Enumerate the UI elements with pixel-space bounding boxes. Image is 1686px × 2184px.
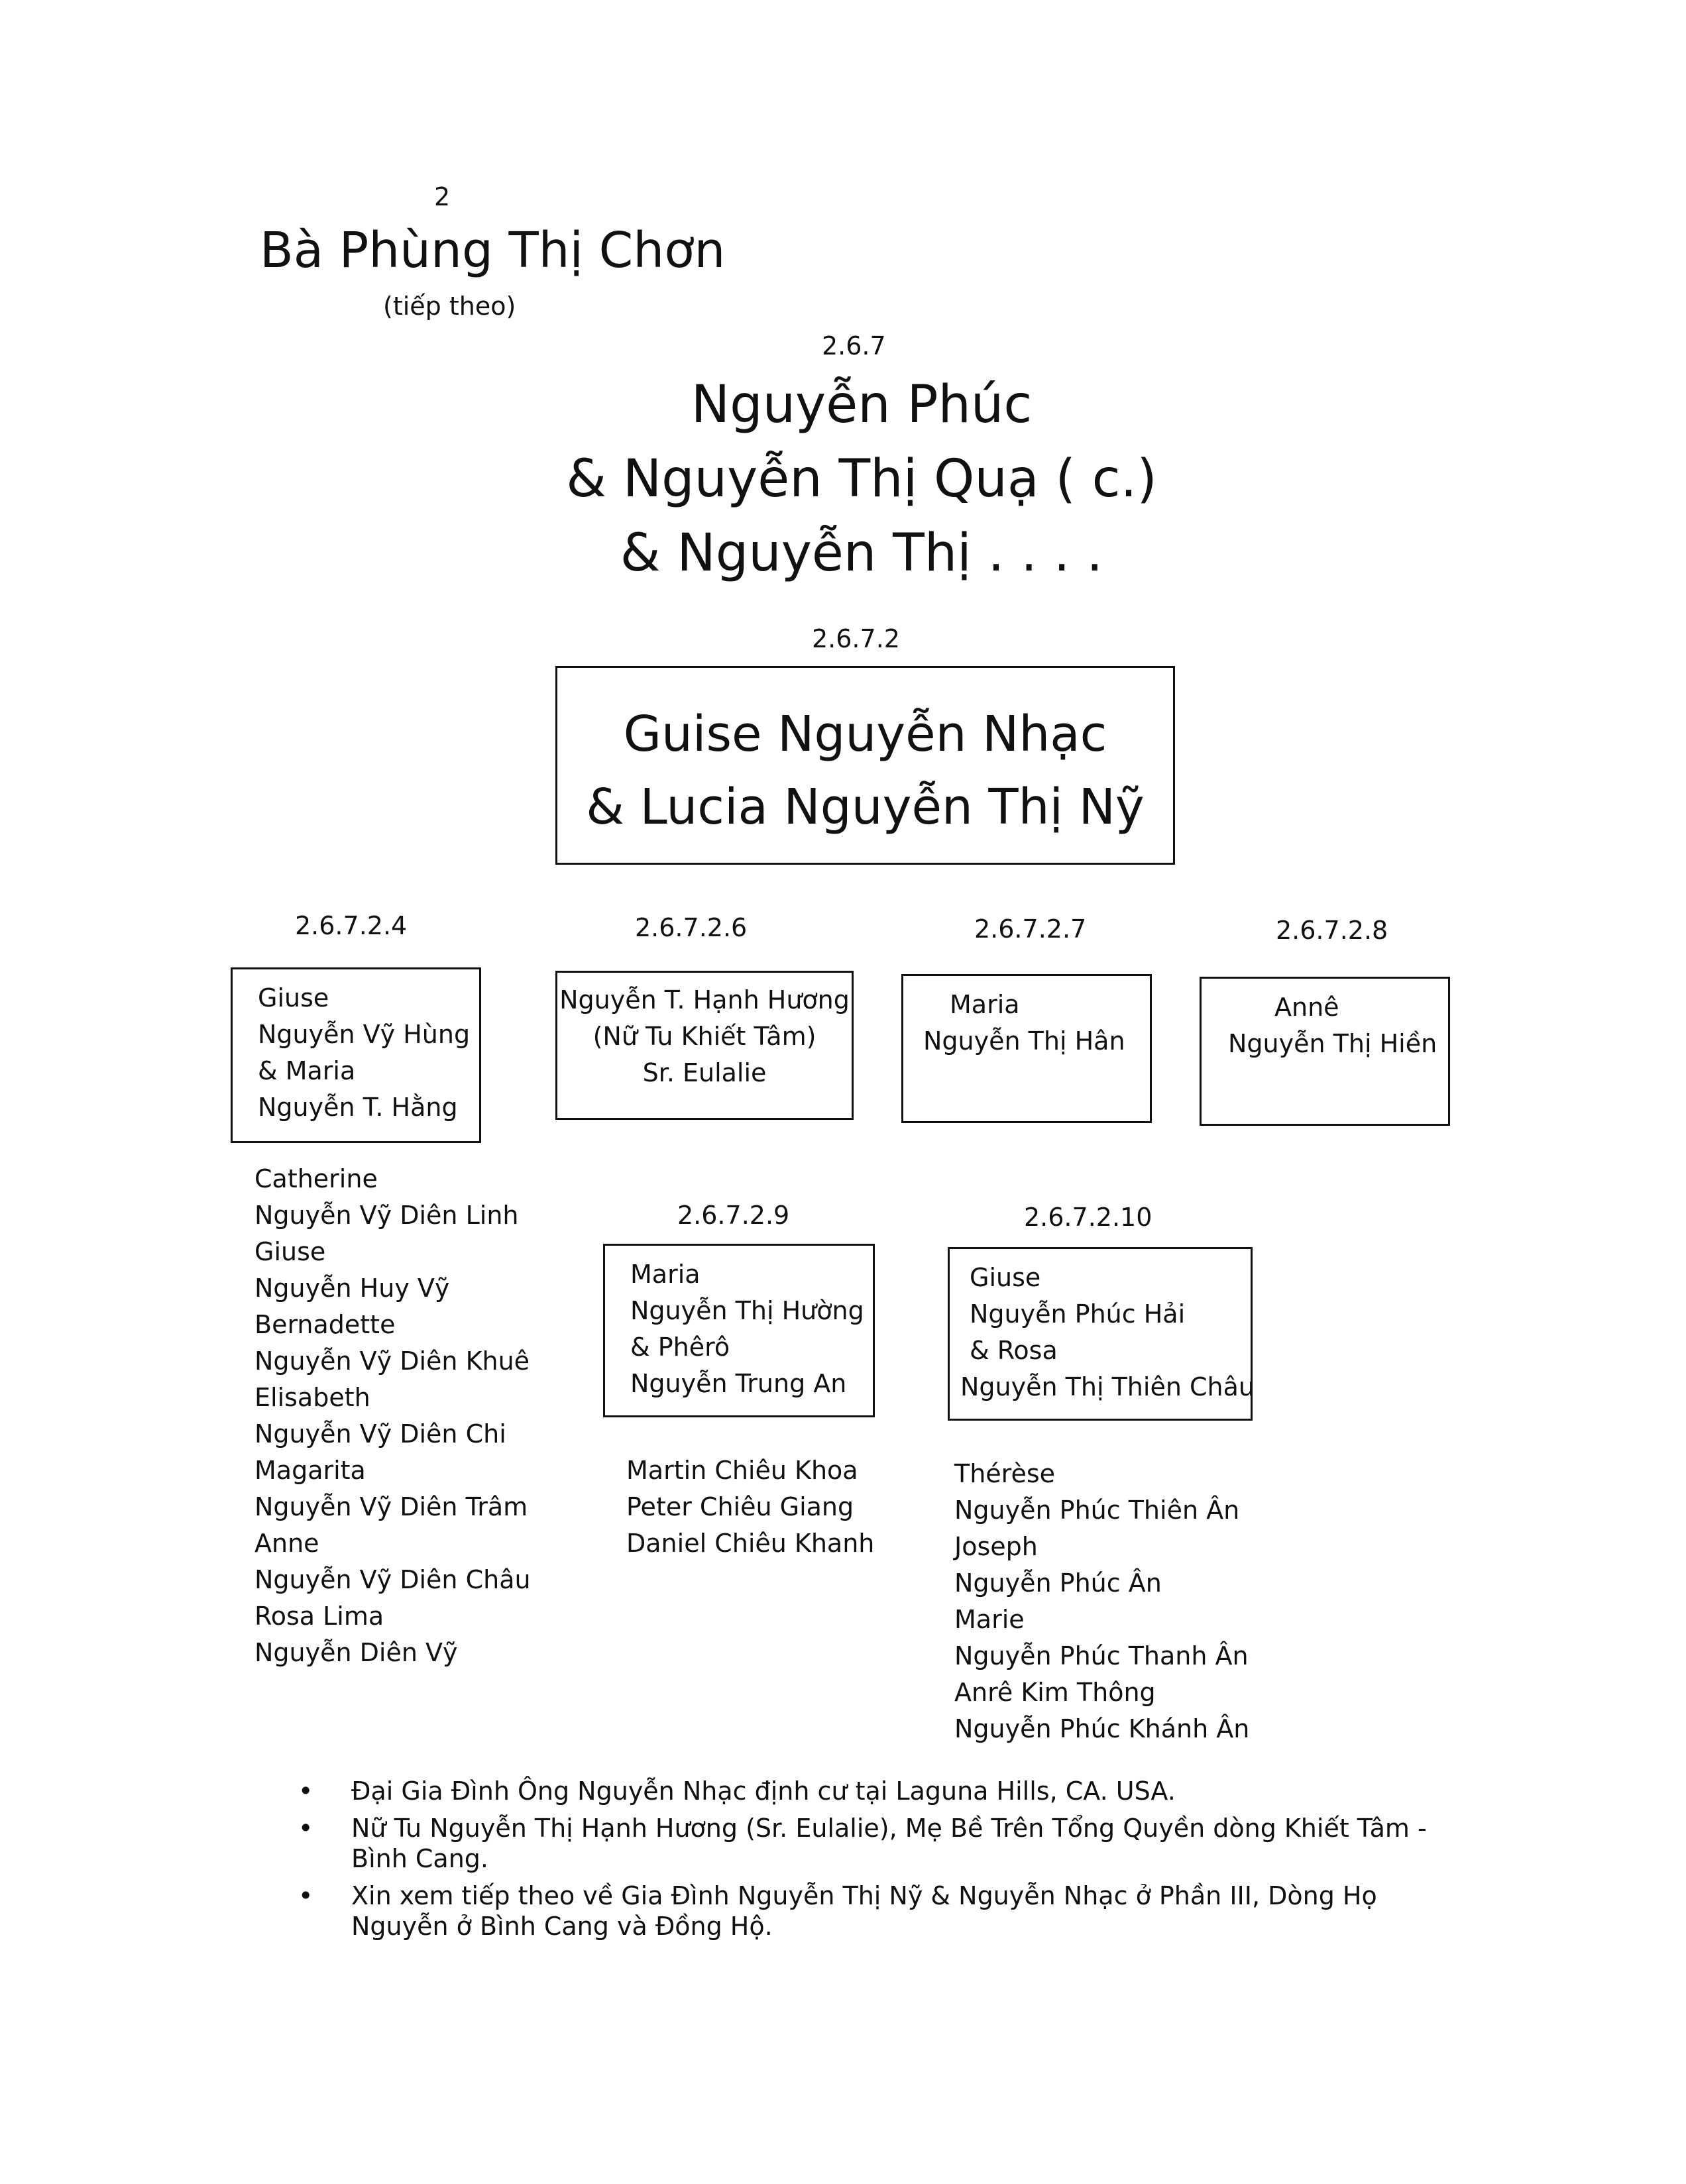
descendant-name: Nguyễn Phúc Khánh Ân <box>954 1714 1250 1743</box>
patriarch-names <box>530 368 1193 590</box>
note-item <box>298 1881 1465 1941</box>
patriarch-name-2: & Nguyễn Thị Quạ ( c.) <box>566 449 1157 509</box>
couple-code: 2.6.7.2 <box>812 624 900 653</box>
child-box-line: & Rosa <box>970 1336 1058 1365</box>
child-box-8 <box>1200 977 1450 1126</box>
descendant-name: Magarita <box>254 1456 366 1485</box>
child-box-line: & Phêrô <box>630 1333 730 1362</box>
descendant-name: Nguyễn Vỹ Diên Linh <box>254 1201 519 1230</box>
child-box-line: & Maria <box>258 1056 356 1085</box>
child-box-line: Nguyễn Thị Thiên Châu <box>960 1372 1255 1401</box>
child-box-line: Nguyễn Vỹ Hùng <box>258 1020 471 1049</box>
patriarch-name-1: Nguyễn Phúc <box>691 375 1033 435</box>
descendant-name: Nguyễn Phúc Thanh Ân <box>954 1641 1249 1670</box>
page-subtitle: (tiếp theo) <box>383 292 516 321</box>
descendant-name: Giuse <box>254 1237 326 1266</box>
descendants-list-9 <box>626 1452 874 1562</box>
descendant-name: Joseph <box>954 1532 1038 1561</box>
child-box-line: Nguyễn Thị Hường <box>630 1296 864 1325</box>
child-box-line: Annê <box>1274 993 1339 1022</box>
note-item <box>298 1813 1465 1874</box>
bullet-icon: • <box>298 1814 313 1843</box>
couple-name-2: & Lucia Nguyễn Thị Nỹ <box>586 779 1145 836</box>
descendant-name: Nguyễn Vỹ Diên Trâm <box>254 1492 528 1521</box>
generation-number: 2 <box>434 182 451 211</box>
descendant-name: Nguyễn Phúc Thiên Ân <box>954 1496 1240 1525</box>
descendant-name: Nguyễn Phúc Ân <box>954 1568 1162 1598</box>
bullet-icon: • <box>298 1881 313 1910</box>
child-box-4 <box>231 967 481 1143</box>
child-box-line: Nguyễn Thị Hiền <box>1228 1029 1437 1058</box>
descendant-name: Nguyễn Vỹ Diên Chi <box>254 1419 506 1448</box>
descendant-name: Daniel Chiêu Khanh <box>626 1529 875 1558</box>
descendant-name: Catherine <box>254 1164 378 1193</box>
page-title: Bà Phùng Thị Chơn <box>260 222 726 279</box>
child-box-line: Nguyễn T. Hằng <box>258 1093 458 1122</box>
descendant-name: Martin Chiêu Khoa <box>626 1456 858 1485</box>
child-box-line: (Nữ Tu Khiết Tâm) <box>592 1022 816 1051</box>
descendant-name: Nguyễn Diên Vỹ <box>254 1638 458 1667</box>
bullet-icon: • <box>298 1776 313 1806</box>
descendant-name: Anne <box>254 1529 319 1558</box>
child-code-4: 2.6.7.2.4 <box>295 911 408 940</box>
descendant-name: Rosa Lima <box>254 1602 384 1631</box>
child-box-line: Nguyễn Phúc Hải <box>970 1299 1186 1329</box>
descendant-name: Marie <box>954 1605 1025 1634</box>
patriarch-code: 2.6.7 <box>822 331 886 360</box>
descendant-name: Peter Chiêu Giang <box>626 1492 854 1521</box>
child-code-6: 2.6.7.2.6 <box>635 913 748 942</box>
child-box-line: Nguyễn Trung An <box>630 1369 847 1398</box>
descendant-name: Elisabeth <box>254 1383 370 1412</box>
child-box-line: Nguyễn Thị Hân <box>923 1026 1125 1056</box>
couple-name-1: Guise Nguyễn Nhạc <box>623 706 1107 763</box>
child-code-8: 2.6.7.2.8 <box>1276 916 1388 945</box>
descendant-name: Nguyễn Huy Vỹ <box>254 1274 450 1303</box>
note-item <box>298 1776 1465 1806</box>
note-text: Nữ Tu Nguyễn Thị Hạnh Hương (Sr. Eulalie), Mẹ Bề Trên Tổng Quyền dòng Khiết Tâm - Bình Cang. <box>351 1814 1427 1873</box>
child-code-7: 2.6.7.2.7 <box>974 914 1087 944</box>
couple-box <box>555 666 1175 865</box>
descendant-name: Anrê Kim Thông <box>954 1678 1156 1707</box>
child-box-10 <box>948 1247 1253 1421</box>
descendant-name: Bernadette <box>254 1310 396 1339</box>
child-box-line: Giuse <box>258 983 329 1012</box>
notes-list <box>298 1776 1465 1948</box>
child-box-6 <box>555 971 854 1120</box>
child-box-line: Sr. Eulalie <box>642 1058 767 1087</box>
note-text: Xin xem tiếp theo về Gia Đình Nguyễn Thị Nỹ & Nguyễn Nhạc ở Phần III, Dòng Họ Nguyễn ở Bình Cang và Đồng Hộ. <box>351 1881 1377 1941</box>
child-code-10: 2.6.7.2.10 <box>1024 1203 1152 1232</box>
child-box-9 <box>603 1244 875 1417</box>
descendant-name: Nguyễn Vỹ Diên Khuê <box>254 1346 530 1376</box>
descendant-name: Nguyễn Vỹ Diên Châu <box>254 1565 531 1594</box>
patriarch-name-3: & Nguyễn Thị . . . . <box>620 523 1103 583</box>
child-box-line: Giuse <box>970 1263 1041 1292</box>
child-box-7 <box>901 974 1152 1123</box>
descendants-list-10 <box>954 1456 1249 1747</box>
child-box-line: Nguyễn T. Hạnh Hương <box>559 985 850 1014</box>
child-box-line: Maria <box>630 1260 701 1289</box>
note-text: Đại Gia Đình Ông Nguyễn Nhạc định cư tại Laguna Hills, CA. USA. <box>351 1776 1176 1806</box>
child-code-9: 2.6.7.2.9 <box>677 1201 790 1230</box>
descendant-name: Thérèse <box>954 1459 1056 1488</box>
descendants-list-4 <box>254 1161 531 1671</box>
child-box-line: Maria <box>950 990 1020 1019</box>
